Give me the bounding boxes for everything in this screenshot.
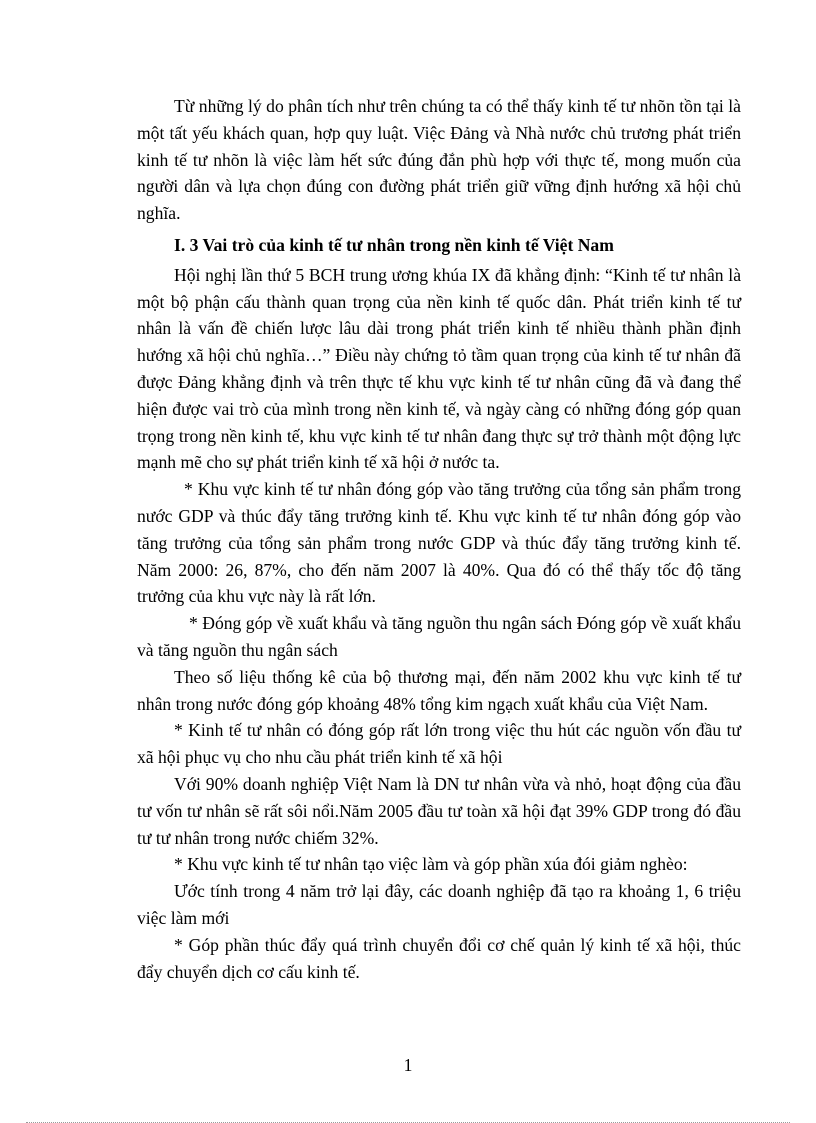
document-body [137, 93, 741, 985]
paragraph-export-heading: * Đóng góp về xuất khẩu và tăng nguồn thu ngân sách Đóng góp về xuất khẩu và tăng nguồn thu ngân sách [137, 613, 741, 660]
paragraph-investment-heading: * Kinh tế tư nhân có đóng góp rất lớn trong việc thu hút các nguồn vốn đầu tư xã hội phục vụ cho nhu cầu phát triển kinh tế xã hội [137, 720, 741, 768]
paragraph-export-stats: Theo số liệu thống kê của bộ thương mại, đến năm 2002 khu vực kinh tế tư nhân trong nước đóng góp khoảng 48% tổng kim ngạch xuất khẩu của Việt Nam. [137, 666, 741, 714]
page-number: 1 [403, 1055, 413, 1075]
paragraph-employment-heading: * Khu vực kinh tế tư nhân tạo việc làm và góp phần xúa đói giảm nghèo: [174, 854, 688, 875]
paragraph-conference: Hội nghị lần thứ 5 BCH trung ương khúa IX đã khẳng định: “Kinh tế tư nhân là một bộ phận cấu thành quan trọng của nền kinh tế quốc dân. Phát triển kinh tế tư nhân là vấn đề chiến lược lâu dài trong phát triển kinh tế nhiều thành phần định hướng xã hội chủ nghĩa…” Điều này chứng tỏ tầm quan trọng của kinh tế tư nhân đã được Đảng khẳng định và trên thực tế khu vực kinh tế tư nhân cũng đã và đang thể hiện được vai trò của mình trong nền kinh tế, và ngày càng có những đóng góp quan trọng trong nền kinh tế, khu vực kinh tế tư nhân đang thực sự trở thành một động lực mạnh mẽ cho sự phát triển kinh tế xã hội ở nước ta. [137, 264, 741, 473]
paragraph-intro: Từ những lý do phân tích như trên chúng ta có thể thấy kinh tế tư nhõn tồn tại là một tất yếu khách quan, hợp quy luật. Việc Đảng và Nhà nước chủ trương phát triển kinh tế tư nhõn là việc làm hết sức đúng đắn phù hợp với thực tế, mong muốn của người dân và lựa chọn đúng con đường phát triển giữ vững định hướng xã hội chủ nghĩa. [137, 96, 741, 224]
paragraph-gdp-contribution: * Khu vực kinh tế tư nhân đóng góp vào tăng trưởng của tổng sản phẩm trong nước GDP và thúc đẩy tăng trưởng kinh tế. Khu vực kinh tế tư nhân đóng góp vào tăng trưởng của tổng sản phẩm trong nước GDP và thúc đẩy tăng trưởng kinh tế. Năm 2000: 26, 87%, cho đến năm 2007 là 40%. Qua đó có thể thấy tốc độ tăng trưởng của khu vực này là rất lớn. [137, 479, 741, 607]
section-heading: I. 3 Vai trò của kinh tế tư nhân trong nền kinh tế Việt Nam [174, 234, 614, 255]
paragraph-investment-stats: Với 90% doanh nghiệp Việt Nam là DN tư nhân vừa và nhỏ, hoạt động của đầu tư vốn tư nhân sẽ rất sôi nổi.Năm 2005 đầu tư toàn xã hội đạt 39% GDP trong đó đầu tư tư nhân trong nước chiếm 32%. [137, 773, 741, 848]
paragraph-employment-stats: Ước tính trong 4 năm trở lại đây, các doanh nghiệp đã tạo ra khoảng 1, 6 triệu việc làm mới [137, 881, 741, 928]
paragraph-restructuring: * Góp phần thúc đẩy quá trình chuyển đổi cơ chế quản lý kinh tế xã hội, thúc đẩy chuyển dịch cơ cấu kinh tế. [137, 934, 741, 982]
